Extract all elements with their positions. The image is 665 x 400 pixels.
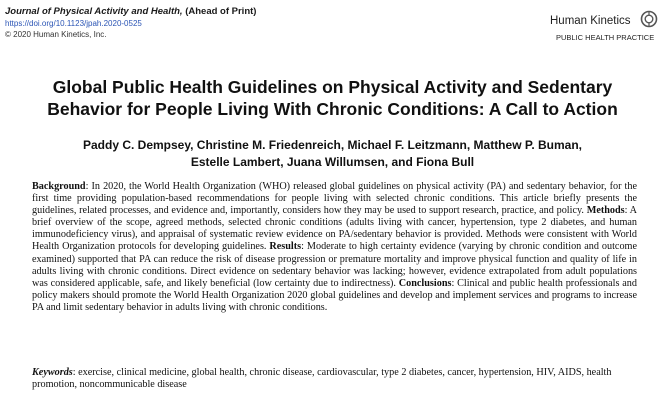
authors-line-1: Paddy C. Dempsey, Christine M. Friedenreich, Michael F. Leitzmann, Matthew P. Buman, — [82, 138, 582, 152]
journal-name: Journal of Physical Activity and Health, — [5, 6, 183, 17]
title-line-2: Behavior for People Living With Chronic Conditions: A Call to Action — [47, 99, 618, 119]
human-kinetics-logo-icon — [640, 10, 658, 28]
results-text: : Moderate to high certainty evidence (varying by chronic condition and outcome examined) supported that PA can reduce the risk of disease progression or premature mortality and improve physical function and quality of life in adults living with chronic conditions. Direct evidence on sedentary behavior was lacking; however, evidence extrapolated from adult populations was considered applicable, safe, and likely beneficial (low certainty due to indirectness). — [32, 241, 637, 289]
keywords — [32, 367, 637, 391]
background-label: Background — [32, 181, 86, 192]
conclusions-text: : Clinical and public health professionals and policy makers should promote the World Health Organization 2020 global guidelines and develop and implement services and programs to increase PA and limit sedentary behavior in adults living with chronic conditions. — [32, 277, 637, 313]
methods-text: : A brief overview of the scope, agreed methods, selected chronic conditions (adults living with cancer, hypertension, type 2 diabetes, and human immunodeficiency virus), and appraisal of systematic review evidence on PA/sedentary behavior is provided. Methods were consistent with World Health Organization protocols for developing guidelines. — [32, 205, 637, 253]
keywords-text: : exercise, clinical medicine, global health, chronic disease, cardiovascular, type 2 diabetes, cancer, hypertension, HIV, AIDS, health promotion, noncommunicable disease — [32, 367, 612, 391]
conclusions-label: Conclusions — [398, 277, 452, 289]
doi-link[interactable]: https://doi.org/10.1123/jpah.2020-0525 — [5, 19, 142, 28]
methods-label: Methods — [586, 205, 625, 217]
article-title — [0, 76, 665, 120]
article-category: PUBLIC HEALTH PRACTICE — [556, 33, 655, 42]
title-line-1: Global Public Health Guidelines on Physical Activity and Sedentary — [52, 77, 613, 97]
ahead-of-print: (Ahead of Print) — [185, 6, 257, 17]
authors-line-2: Estelle Lambert, Juana Willumsen, and Fiona Bull — [190, 155, 475, 169]
journal-citation — [5, 6, 256, 18]
author-list — [0, 137, 665, 171]
publisher-name: Human Kinetics — [550, 15, 631, 27]
background-text: : In 2020, the World Health Organization (WHO) released global guidelines on physical activity (PA) and sedentary behavior, for the first time providing population-based recommendations for people living with selected chronic conditions. This article briefly presents the guidelines, related processes, and evidence and, importantly, considers how they may be used to support research, practice, and policy. — [32, 181, 637, 217]
keywords-label: Keywords — [32, 367, 73, 378]
abstract — [32, 181, 637, 314]
results-label: Results — [269, 241, 302, 253]
copyright: © 2020 Human Kinetics, Inc. — [5, 30, 107, 39]
